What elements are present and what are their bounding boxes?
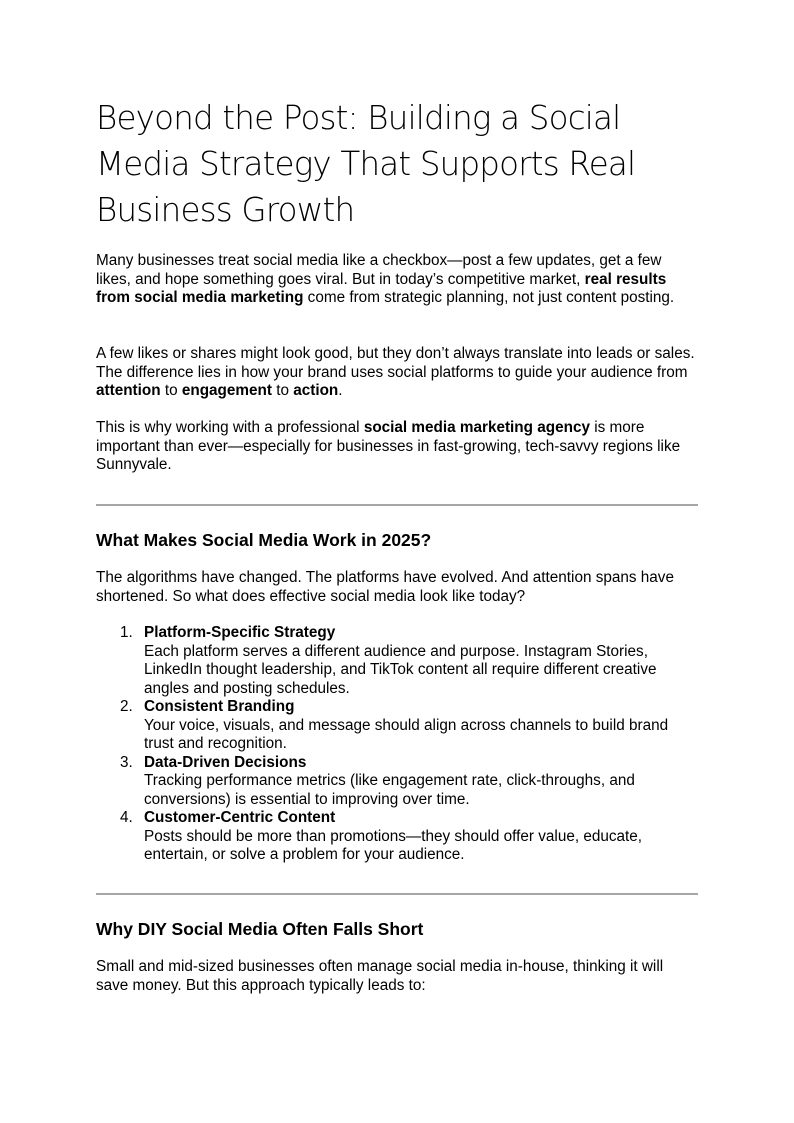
list-item-text: Your voice, visuals, and message should align across channels to build brand trust and recognition. [144, 716, 669, 752]
list-item [96, 624, 698, 698]
intro-p3-bold: social media marketing agency [363, 419, 590, 436]
intro-p2-end: . [338, 382, 343, 399]
list-item-title: Data-Driven Decisions [144, 753, 307, 771]
list-item-number: 3. [120, 753, 133, 771]
intro-p2-to-1: to [160, 382, 182, 399]
section-divider-1 [96, 504, 698, 506]
section-2-paragraph: Small and mid-sized businesses often manage social media in-house, thinking it will save money. But this approach typically leads to: [96, 958, 664, 994]
list-item-title: Consistent Branding [144, 698, 295, 715]
list-item-number: 2. [120, 698, 133, 715]
list-item [96, 754, 698, 810]
section-1-heading: What Makes Social Media Work in 2025? [96, 530, 432, 550]
list-item-text: Posts should be more than promotions—they should offer value, educate, entertain, or solve a problem for your audience. [144, 827, 643, 863]
intro-p3-text-c: is more important than ever—especially for businesses in fast-growing, tech-savvy regions like Sunnyvale. [96, 419, 681, 473]
intro-paragraph-2 [96, 345, 698, 401]
numbered-list [96, 624, 698, 865]
list-item-number: 1. [120, 624, 133, 641]
list-item-number: 4. [120, 809, 133, 826]
list-item [96, 698, 698, 754]
list-item-title: Platform-Specific Strategy [144, 624, 336, 641]
intro-p1-text-a: Many businesses treat social media like a checkbox—post a few updates, get a few likes, and hope something goes viral. But in today’s competitive market, [96, 252, 662, 288]
intro-p1-text-c: come from strategic planning, not just content posting. [303, 289, 675, 306]
list-item-text: Each platform serves a different audience and purpose. Instagram Stories, LinkedIn thought leadership, and TikTok content all require different creative angles and posting schedules. [144, 642, 657, 697]
list-item-text: Tracking performance metrics (like engagement rate, click-throughs, and conversions) is essential to improving over time. [144, 772, 635, 808]
document-title: Beyond the Post: Building a Social Media Strategy That Supports Real Business Growth [96, 99, 636, 229]
intro-p2-bold-engagement: engagement [181, 382, 272, 399]
intro-p3-text-a: This is why working with a professional [96, 419, 364, 436]
intro-paragraph-3 [96, 419, 698, 475]
intro-p2-to-2: to [271, 382, 294, 399]
section-1-paragraph: The algorithms have changed. The platforms have evolved. And attention spans have shortened. So what does effective social media look like today? [96, 569, 674, 605]
intro-paragraph-1 [96, 252, 698, 308]
intro-p2-bold-action: action [293, 382, 339, 399]
intro-p2-bold-attention: attention [96, 382, 161, 399]
intro-p2-text-a: A few likes or shares might look good, but they don’t always translate into leads or sales. The difference lies in how your brand uses social platforms to guide your audience from [96, 345, 695, 381]
section-2-heading: Why DIY Social Media Often Falls Short [96, 919, 424, 939]
list-item [96, 809, 698, 865]
section-divider-2 [96, 893, 698, 895]
list-item-title: Customer-Centric Content [144, 809, 336, 826]
intro-p1-bold: real results from social media marketing [96, 270, 667, 306]
